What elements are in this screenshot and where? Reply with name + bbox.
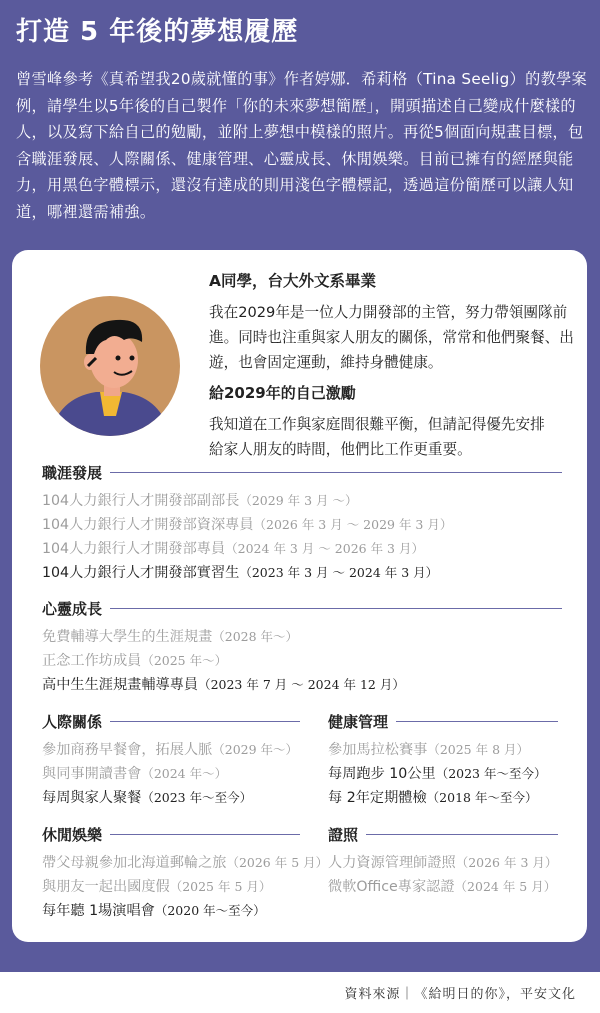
profile-name: A同學，台大外文系畢業 bbox=[209, 272, 376, 290]
divider bbox=[110, 834, 300, 835]
divider bbox=[366, 834, 558, 835]
item-date: （2026 年 3 月 ～ 2029 年 3 月） bbox=[253, 517, 453, 532]
item-text: 人力資源管理師證照 bbox=[328, 855, 456, 871]
section-spirit bbox=[42, 598, 562, 697]
list-item bbox=[42, 786, 300, 810]
item-date: （2018 年～至今） bbox=[426, 790, 538, 805]
person-avatar-icon bbox=[40, 296, 180, 436]
item-text: 每 2年定期體檢 bbox=[328, 790, 427, 806]
intro-paragraph: 曾雪峰參考《真希望我20歲就懂的事》作者婷娜．希莉格（Tina Seelig）的教學案例，請學生以5年後的自己製作「你的未來夢想簡歷」，開頭描述自己變成什麼樣的人，以及寫下給自己的勉勵，並附上夢想中模樣的照片。再從5個面向規畫目標，包含職涯發展、人際關係、健康管理、心靈成長、休閒娛樂。目前已擁有的經歷與能力，用黑色字體標示，還沒有達成的則用淺色字體標記，透過這份簡歷可以讓人知道，哪裡還需補強。 bbox=[16, 70, 588, 221]
list-item bbox=[328, 851, 558, 875]
divider bbox=[110, 608, 562, 609]
list-item bbox=[42, 649, 562, 673]
list-item bbox=[42, 875, 300, 899]
item-text: 104人力銀行人才開發部副部長 bbox=[42, 493, 240, 509]
section-certificates bbox=[328, 824, 558, 899]
item-date: （2025 年 5 月） bbox=[169, 879, 272, 894]
item-date: （2023 年～至今） bbox=[435, 766, 547, 781]
section-title: 證照 bbox=[328, 826, 359, 844]
item-text: 帶父母親參加北海道郵輪之旅 bbox=[42, 855, 227, 871]
section-career bbox=[42, 462, 562, 585]
item-date: （2026 年 5 月） bbox=[226, 855, 329, 870]
item-date: （2023 年～至今） bbox=[141, 790, 253, 805]
item-date: （2024 年 5 月） bbox=[454, 879, 557, 894]
list-item bbox=[328, 738, 558, 762]
item-text: 104人力銀行人才開發部資深專員 bbox=[42, 517, 254, 533]
list-item bbox=[42, 489, 562, 513]
item-text: 高中生生涯規畫輔導專員 bbox=[42, 677, 199, 693]
divider bbox=[110, 472, 562, 473]
section-health bbox=[328, 711, 558, 810]
item-date: （2020 年～至今） bbox=[154, 903, 266, 918]
item-text: 微軟Office專家認證 bbox=[328, 879, 455, 895]
section-title: 休閒娛樂 bbox=[42, 826, 103, 844]
item-date: （2023 年 7 月 ～ 2024 年 12 月） bbox=[198, 677, 405, 692]
item-date: （2029 年 3 月 ～） bbox=[239, 493, 358, 508]
item-text: 與朋友一起出國度假 bbox=[42, 879, 170, 895]
item-text: 每周跑步 10公里 bbox=[328, 766, 436, 782]
item-text: 每周與家人聚餐 bbox=[42, 790, 142, 806]
item-date: （2029 年～） bbox=[212, 742, 299, 757]
item-date: （2026 年 3 月） bbox=[455, 855, 558, 870]
list-item bbox=[42, 762, 300, 786]
item-text: 參加馬拉松賽事 bbox=[328, 742, 428, 758]
list-item bbox=[328, 762, 558, 786]
item-date: （2024 年 3 月 ～ 2026 年 3 月） bbox=[225, 541, 424, 556]
source-credit: 資料來源｜《給明日的你》，平安文化 bbox=[344, 987, 576, 1002]
list-item bbox=[42, 537, 562, 561]
item-text: 免費輔導大學生的生涯規畫 bbox=[42, 629, 213, 645]
item-date: （2025 年～） bbox=[141, 653, 228, 668]
item-date: （2024 年～） bbox=[141, 766, 228, 781]
item-date: （2028 年～） bbox=[212, 629, 299, 644]
list-item bbox=[42, 513, 562, 537]
item-text: 參加商務早餐會，拓展人脈 bbox=[42, 742, 213, 758]
section-title: 健康管理 bbox=[328, 713, 389, 731]
list-item bbox=[42, 851, 329, 875]
list-item bbox=[42, 899, 300, 923]
section-title: 職涯發展 bbox=[42, 464, 103, 482]
list-item bbox=[42, 561, 562, 585]
item-text: 每年聽 1場演唱會 bbox=[42, 903, 155, 919]
item-text: 104人力銀行人才開發部專員 bbox=[42, 541, 226, 557]
list-item bbox=[328, 875, 558, 899]
section-leisure bbox=[42, 824, 329, 923]
motto-title: 給2029年的自己激勵 bbox=[209, 384, 356, 402]
list-item bbox=[42, 738, 300, 762]
item-date: （2025 年 8 月） bbox=[427, 742, 530, 757]
resume-card bbox=[12, 250, 587, 942]
item-text: 正念工作坊成員 bbox=[42, 653, 142, 669]
section-relations bbox=[42, 711, 300, 810]
divider bbox=[396, 721, 558, 722]
page-title: 打造 5 年後的夢想履歷 bbox=[16, 17, 299, 47]
list-item bbox=[42, 673, 562, 697]
item-date: （2023 年 3 月 ～ 2024 年 3 月） bbox=[239, 565, 439, 580]
motto-text: 我知道在工作與家庭間很難平衡，但請記得優先安排給家人朋友的時間，他們比工作更重要。 bbox=[209, 416, 545, 458]
list-item bbox=[328, 786, 558, 810]
divider bbox=[110, 721, 300, 722]
item-text: 104人力銀行人才開發部實習生 bbox=[42, 565, 240, 581]
item-text: 與同事開讀書會 bbox=[42, 766, 142, 782]
list-item bbox=[42, 625, 562, 649]
profile-description: 我在2029年是一位人力開發部的主管，努力帶領團隊前進。同時也注重與家人朋友的關係，常常和他們聚餐、出遊，也會固定運動，維持身體健康。 bbox=[209, 304, 574, 371]
section-title: 心靈成長 bbox=[42, 600, 103, 618]
section-title: 人際關係 bbox=[42, 713, 103, 731]
